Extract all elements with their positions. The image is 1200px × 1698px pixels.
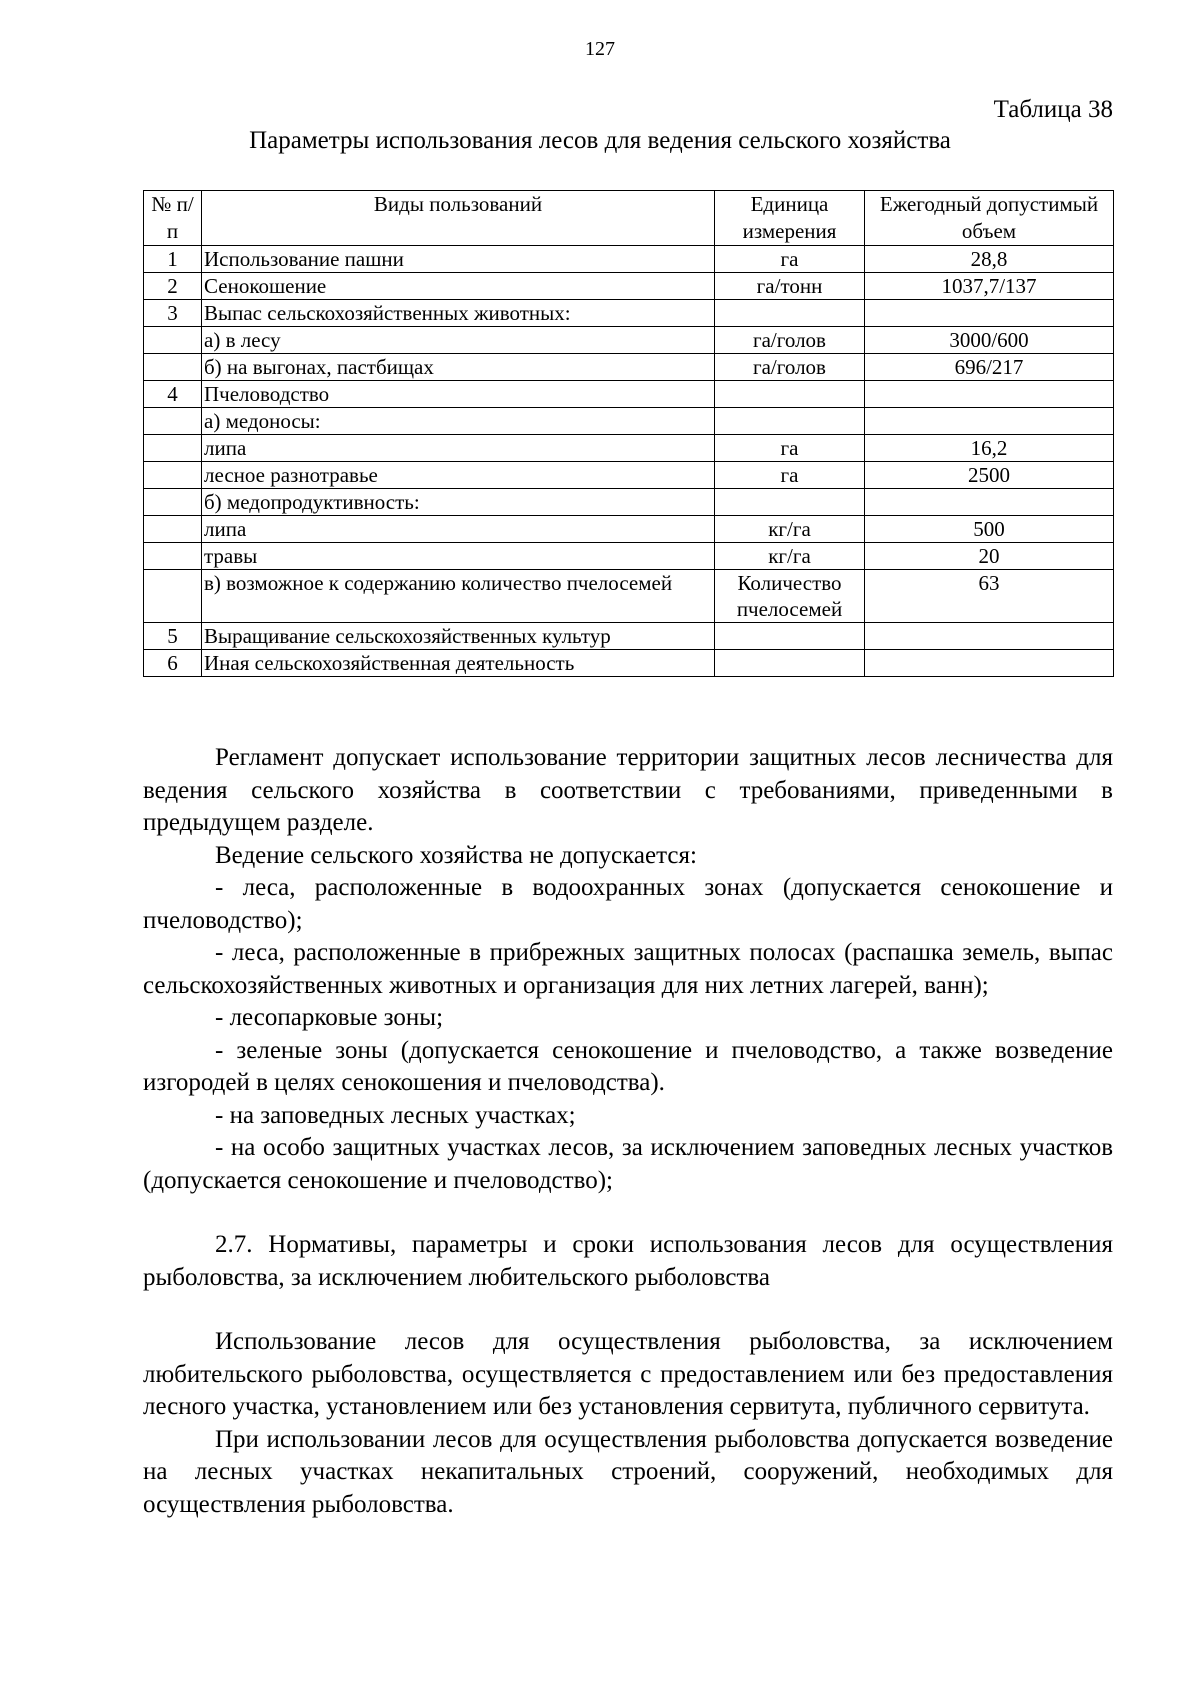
cell-name: Пчеловодство [202, 381, 715, 408]
cell-name: липа [202, 516, 715, 543]
table-row [144, 570, 1114, 623]
cell-name: Иная сельскохозяйственная деятельность [202, 650, 715, 677]
cell-volume [865, 408, 1114, 435]
table-row [144, 408, 1114, 435]
cell-name: б) на выгонах, пастбищах [202, 354, 715, 381]
cell-volume [865, 650, 1114, 677]
cell-unit [715, 489, 865, 516]
cell-num [144, 327, 202, 354]
list-item: - леса, расположенные в водоохранных зонах (допускается сенокошение и пчеловодство); [143, 874, 1113, 934]
cell-volume [865, 381, 1114, 408]
paragraph: Ведение сельского хозяйства не допускается: [215, 841, 697, 869]
table-row [144, 650, 1114, 677]
table-row [144, 543, 1114, 570]
table-row [144, 489, 1114, 516]
list-item: - на особо защитных участках лесов, за исключением заповедных лесных участков (допускается сенокошение и пчеловодство); [143, 1134, 1113, 1194]
cell-volume [865, 623, 1114, 650]
cell-volume: 3000/600 [865, 327, 1114, 354]
cell-volume: 20 [865, 543, 1114, 570]
header-unit: Единица измерения [715, 191, 865, 246]
cell-unit: га [715, 462, 865, 489]
header-volume: Ежегодный допустимый объем [865, 191, 1114, 246]
cell-name: в) возможное к содержанию количество пчелосемей [202, 570, 715, 623]
cell-num: 5 [144, 623, 202, 650]
cell-num [144, 354, 202, 381]
cell-num [144, 435, 202, 462]
cell-unit [715, 623, 865, 650]
cell-num [144, 489, 202, 516]
cell-name: Выпас сельскохозяйственных животных: [202, 300, 715, 327]
cell-volume [865, 489, 1114, 516]
list-item: - зеленые зоны (допускается сенокошение и пчеловодство, а также возведение изгородей в целях сенокошения и пчеловодства). [143, 1036, 1113, 1096]
cell-volume: 28,8 [865, 246, 1114, 273]
cell-num: 2 [144, 273, 202, 300]
cell-volume: 1037,7/137 [865, 273, 1114, 300]
table-row [144, 300, 1114, 327]
cell-volume: 16,2 [865, 435, 1114, 462]
cell-num [144, 516, 202, 543]
table-row [144, 273, 1114, 300]
cell-unit: кг/га [715, 543, 865, 570]
cell-name: Сенокошение [202, 273, 715, 300]
cell-volume: 63 [865, 570, 1114, 623]
section-heading: 2.7. Нормативы, параметры и сроки использования лесов для осуществления рыболовства, за исключением любительского рыболовства [143, 1231, 1113, 1291]
cell-name: Выращивание сельскохозяйственных культур [202, 623, 715, 650]
table-label: Таблица 38 [993, 96, 1113, 123]
cell-volume [865, 300, 1114, 327]
table-row [144, 327, 1114, 354]
header-name: Виды пользований [202, 191, 715, 246]
table-row [144, 246, 1114, 273]
cell-volume: 696/217 [865, 354, 1114, 381]
cell-num [144, 462, 202, 489]
header-num: № п/п [144, 191, 202, 246]
cell-name: Использование пашни [202, 246, 715, 273]
cell-num: 1 [144, 246, 202, 273]
cell-unit: га/тонн [715, 273, 865, 300]
cell-num: 4 [144, 381, 202, 408]
cell-name: травы [202, 543, 715, 570]
cell-unit [715, 381, 865, 408]
list-item: - на заповедных лесных участках; [215, 1101, 576, 1129]
body-text [143, 742, 1113, 1521]
table-row [144, 623, 1114, 650]
cell-unit [715, 300, 865, 327]
table-row [144, 516, 1114, 543]
paragraph: Использование лесов для осуществления рыболовства, за исключением любительского рыболовства, осуществляется с предоставлением или без предоставления лесного участка, установлением или без установления сервитута, публичного сервитута. [143, 1328, 1113, 1420]
paragraph: При использовании лесов для осуществления рыболовства допускается возведение на лесных участках некапитальных строений, сооружений, необходимых для осуществления рыболовства. [143, 1425, 1113, 1518]
cell-num: 6 [144, 650, 202, 677]
cell-unit: га/голов [715, 327, 865, 354]
list-item: - леса, расположенные в прибрежных защитных полосах (распашка земель, выпас сельскохозяйственных животных и организация для них летних лагерей, ванн); [143, 939, 1113, 999]
cell-num [144, 408, 202, 435]
cell-volume: 500 [865, 516, 1114, 543]
table-body [144, 246, 1114, 677]
table-title: Параметры использования лесов для ведения сельского хозяйства [249, 127, 951, 154]
parameters-table [143, 190, 1114, 677]
cell-unit: га [715, 246, 865, 273]
cell-num: 3 [144, 300, 202, 327]
cell-name: б) медопродуктивность: [202, 489, 715, 516]
list-item: - лесопарковые зоны; [215, 1004, 444, 1031]
cell-unit: га/голов [715, 354, 865, 381]
table-row [144, 354, 1114, 381]
page-number: 127 [585, 38, 615, 60]
cell-unit: Количество пчелосемей [715, 570, 865, 623]
cell-name: а) в лесу [202, 327, 715, 354]
cell-name: липа [202, 435, 715, 462]
table-header-row [144, 191, 1114, 246]
table-row [144, 435, 1114, 462]
cell-unit [715, 650, 865, 677]
cell-volume: 2500 [865, 462, 1114, 489]
cell-name: лесное разнотравье [202, 462, 715, 489]
cell-unit: кг/га [715, 516, 865, 543]
table-row [144, 462, 1114, 489]
table-row [144, 381, 1114, 408]
cell-num [144, 570, 202, 623]
cell-name: а) медоносы: [202, 408, 715, 435]
cell-unit [715, 408, 865, 435]
cell-unit: га [715, 435, 865, 462]
cell-num [144, 543, 202, 570]
paragraph: Регламент допускает использование территории защитных лесов лесничества для ведения сельского хозяйства в соответствии с требованиями, приведенными в предыдущем разделе. [143, 744, 1113, 836]
